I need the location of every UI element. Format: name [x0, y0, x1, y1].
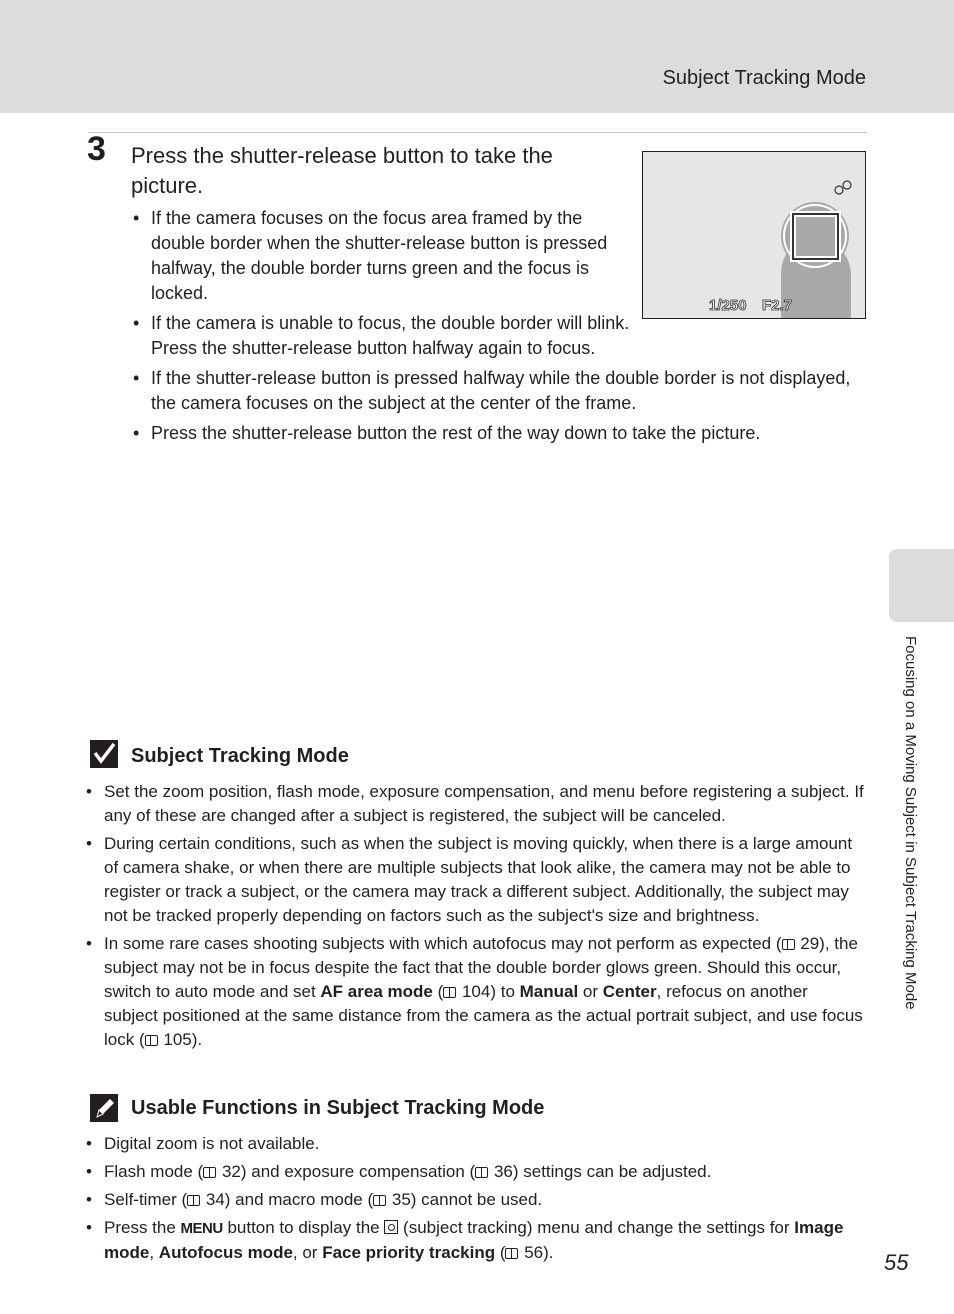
menu-button-icon: MENU: [180, 1220, 223, 1237]
step-bullets-top: [131, 206, 611, 311]
chapter-tab: [889, 549, 954, 622]
step-bullets-bottom: [131, 311, 866, 451]
aperture-readout: F2.7: [762, 297, 793, 314]
tracking-note-bullet: • In some rare cases shooting subjects with which autofocus may not perform as expected ( 29), the subject may not be in focus despite the fact that the double border glows green. Should this occur, switch to auto mode and set AF area mode ( 104) to Manual or Center, refocus on another subject positioned at the same distance from the camera as the actual portrait subject, and use focus lock ( 105).: [84, 932, 864, 1052]
usable-note-bullets: [84, 1132, 864, 1269]
pencil-note-icon: [89, 1093, 119, 1128]
subject-tracking-icon: [835, 181, 851, 194]
step-number: 3: [87, 130, 106, 168]
usable-note-bullet: • Digital zoom is not available.: [84, 1132, 864, 1156]
page-ref-icon: [505, 1248, 518, 1259]
camera-monitor-illustration: [642, 151, 866, 319]
face-priority-tracking-term: Face priority tracking: [322, 1243, 496, 1262]
manual-term: Manual: [519, 982, 579, 1001]
af-area-mode-term: AF area mode: [320, 982, 433, 1001]
note-title-tracking: Subject Tracking Mode: [131, 745, 349, 767]
autofocus-mode-term: Autofocus mode: [158, 1243, 293, 1262]
shutter-speed-readout: 1/250: [709, 297, 747, 314]
step-bullet: • Press the shutter-release button the rest of the way down to take the picture.: [131, 421, 866, 446]
tracking-note-bullet: • During certain conditions, such as when the subject is moving quickly, when there is a large amount of camera shake, or when there are multiple subjects that look alike, the camera may not be able to register or track a subject, or the camera may track a different subject. Additionally, the subject may not be tracked properly depending on factors such as the subject's size and brightness.: [84, 832, 864, 928]
page-ref-icon: [782, 939, 795, 950]
usable-note-bullet: • Flash mode ( 32) and exposure compensation ( 36) settings can be adjusted.: [84, 1160, 864, 1184]
note-title-usable: Usable Functions in Subject Tracking Mode: [131, 1097, 545, 1119]
check-note-icon: [89, 739, 119, 774]
header-rule: [88, 132, 867, 133]
step-bullet: • If the camera focuses on the focus area framed by the double border when the shutter-release button is pressed halfway, the double border turns green and the focus is locked.: [131, 206, 611, 306]
center-term: Center: [602, 982, 657, 1001]
usable-note-bullet: • Self-timer ( 34) and macro mode ( 35) cannot be used.: [84, 1188, 864, 1212]
page-ref-icon: [443, 987, 456, 998]
page-ref-icon: [145, 1035, 158, 1046]
running-header: Subject Tracking Mode: [662, 67, 866, 89]
image-mode-term: Image mode: [104, 1218, 844, 1262]
step-title: Press the shutter-release button to take the picture.: [131, 143, 553, 198]
tracking-note-bullets: [84, 780, 864, 1056]
page-ref-icon: [475, 1167, 488, 1178]
camera-monitor-graphic: [643, 152, 865, 318]
step-bullet: • If the shutter-release button is pressed halfway while the double border is not displayed, the camera focuses on the subject at the center of the frame.: [131, 366, 866, 416]
header-band: [0, 0, 954, 113]
tracking-note-bullet: • Set the zoom position, flash mode, exposure compensation, and menu before registering a subject. If any of these are changed after a subject is registered, the subject will be canceled.: [84, 780, 864, 828]
usable-note-bullet: • Press the MENU button to display the (subject tracking) menu and change the settings for Image mode, Autofocus mode, or Face priority tracking ( 56).: [84, 1216, 864, 1265]
step-bullet: • If the camera is unable to focus, the double border will blink. Press the shutter-release button halfway again to focus.: [131, 311, 671, 361]
page-ref-icon: [373, 1195, 386, 1206]
subject-tracking-icon: [384, 1220, 398, 1234]
page-ref-icon: [187, 1195, 200, 1206]
page-ref-icon: [203, 1167, 216, 1178]
page-number: 55: [884, 1250, 909, 1275]
chapter-side-text: Focusing on a Moving Subject in Subject Tracking Mode: [902, 636, 919, 1010]
